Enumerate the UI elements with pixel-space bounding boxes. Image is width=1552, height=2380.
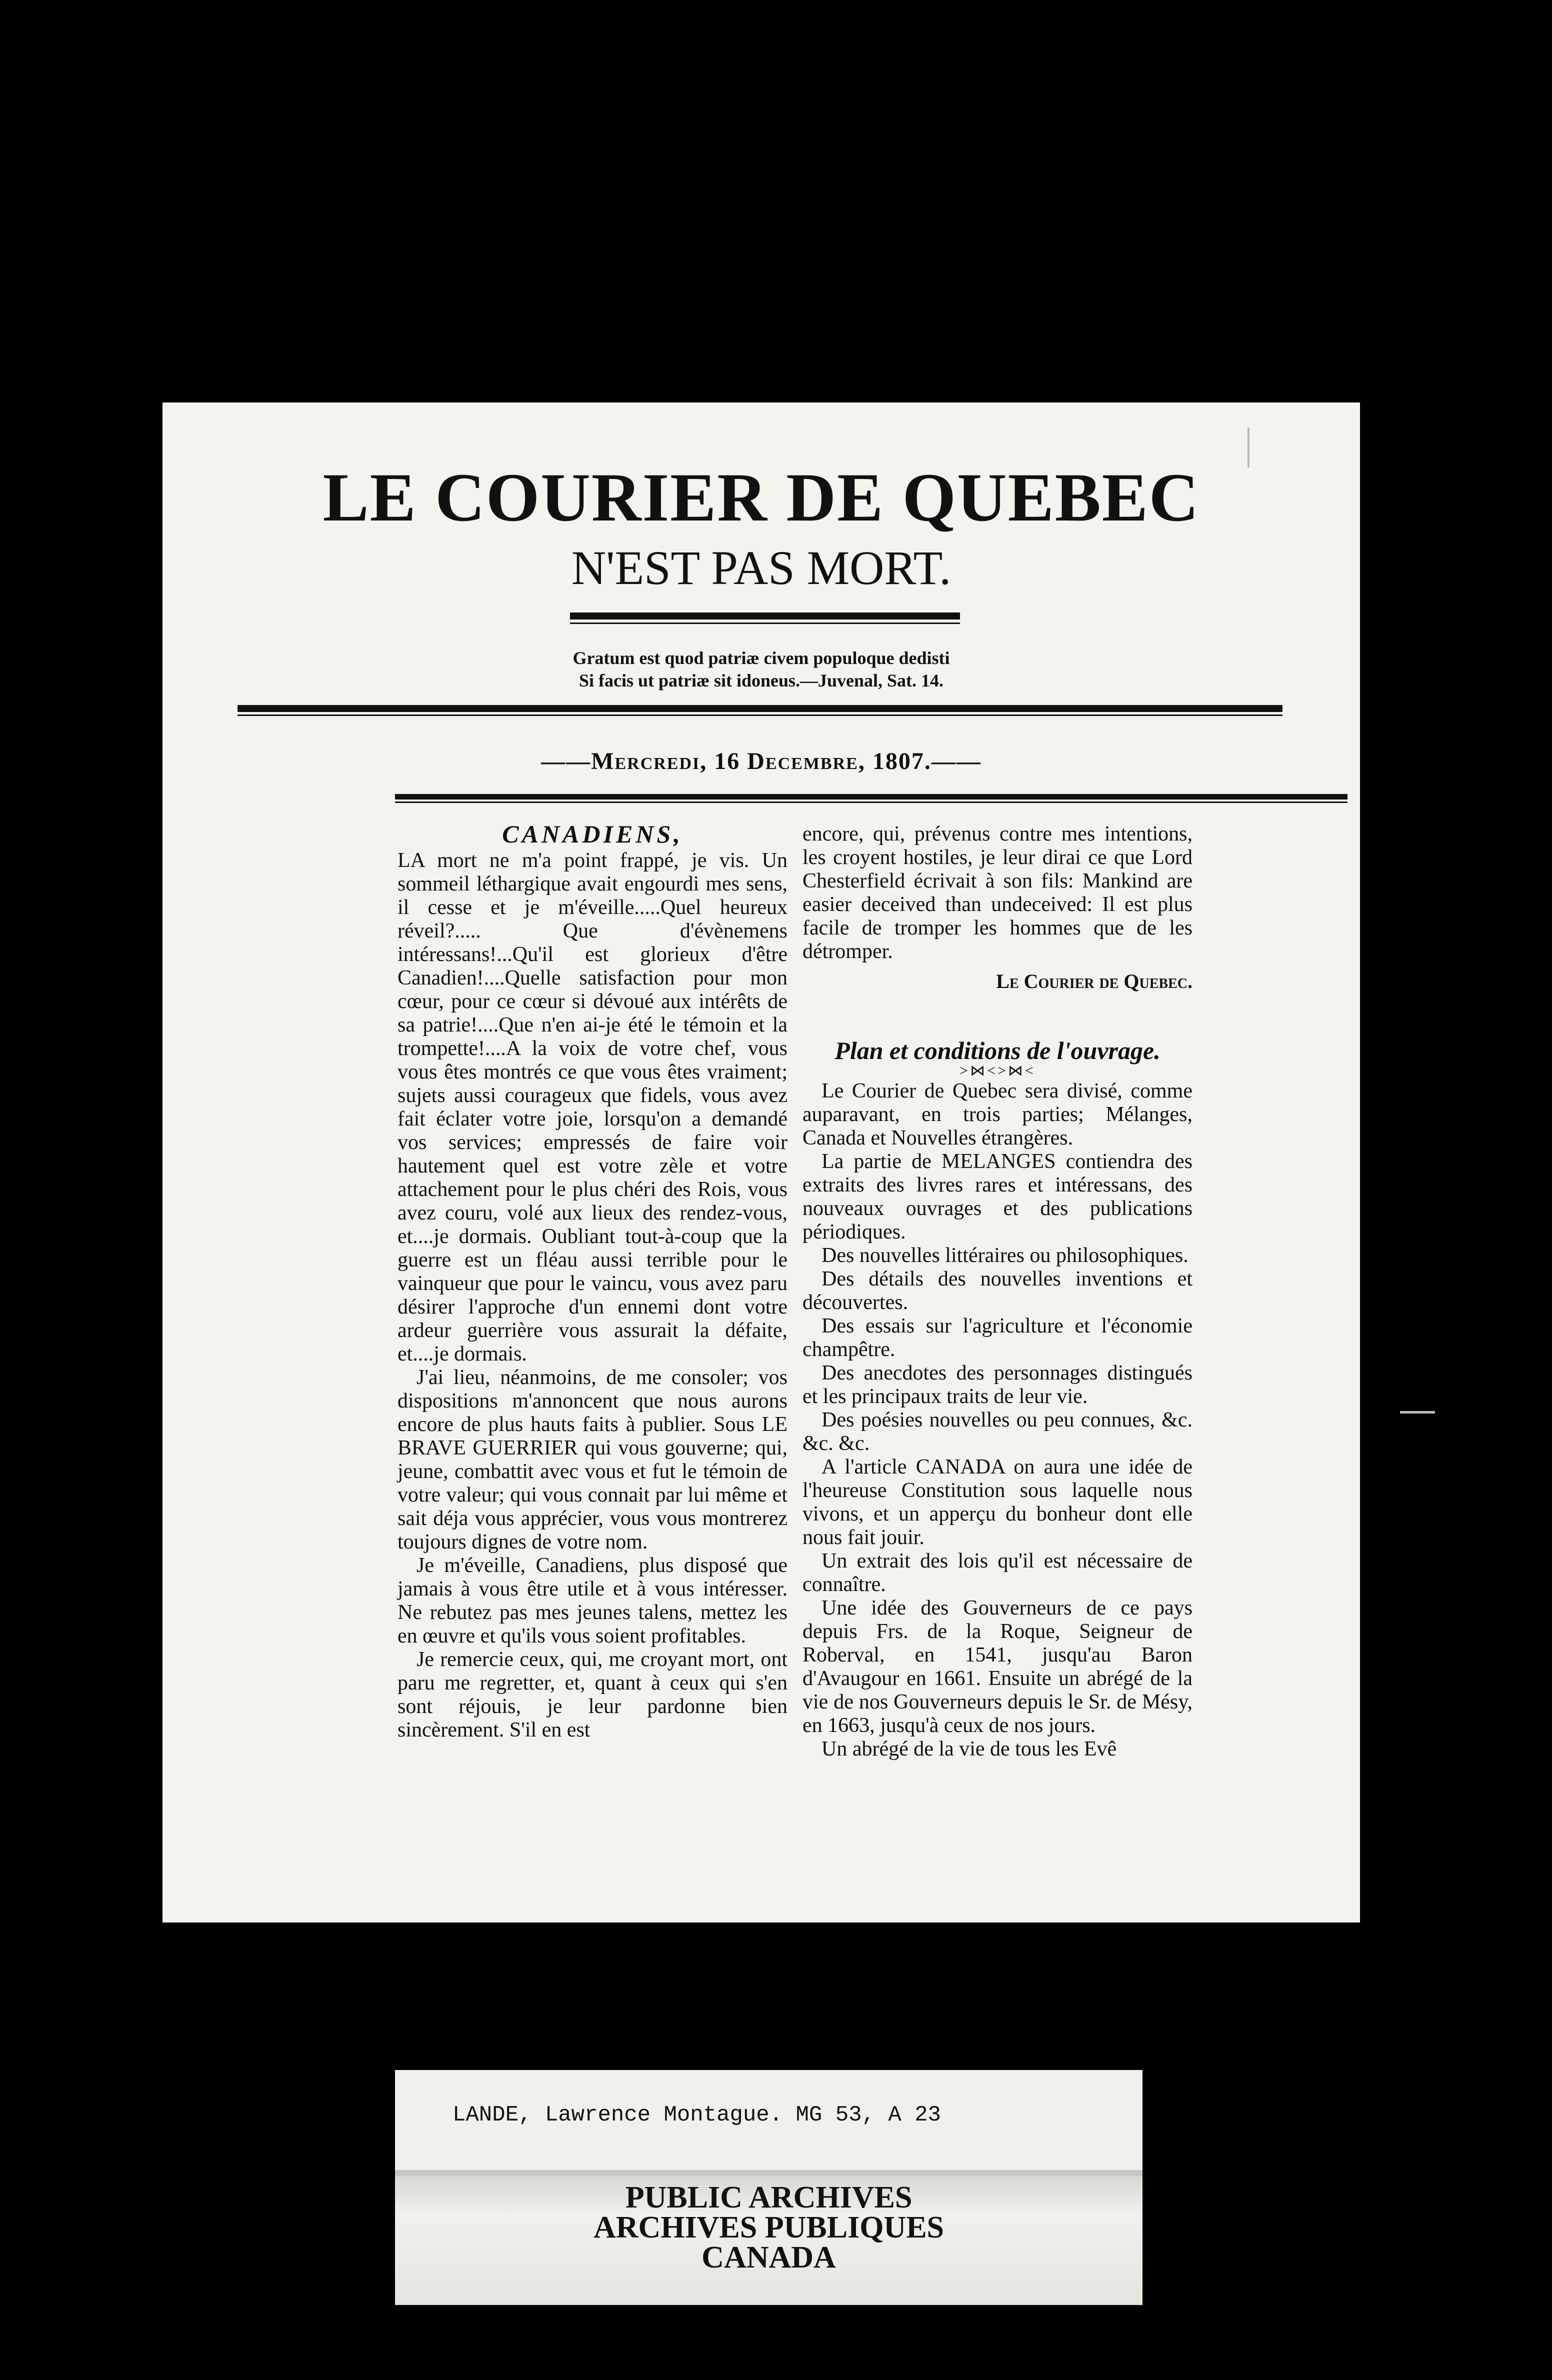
scan-mark-edge <box>1248 428 1250 468</box>
archive-card <box>395 2070 1142 2305</box>
stamp-line-2: ARCHIVES PUBLIQUES <box>593 2210 944 2244</box>
plan-paragraph-6: Des anecdotes des personnages distingués et les principaux traits de leur vie. <box>802 1362 1192 1408</box>
right-continuation: encore, qui, prévenus contre mes intentions, les croyent hostiles, je leur dirai ce que Lord Chesterfield écrivait à son fils: Mankind are easier deceived than undeceived: Il est plus facile de tromper les hommes que de les détromper. <box>802 822 1192 963</box>
left-column <box>398 822 788 1742</box>
masthead-rule-thin <box>570 622 960 624</box>
plan-paragraph-2: La partie de MELANGES contiendra des extraits des livres rares et intéressans, des nouveaux ouvrages et des publications périodiques. <box>802 1150 1192 1244</box>
archives-stamp <box>395 2182 1142 2272</box>
dateline-rule <box>395 794 1348 800</box>
plan-paragraph-10: Une idée des Gouverneurs de ce pays depuis Frs. de la Roque, Seigneur de Roberval, en 1541, jusqu'au Baron d'Avaugour en 1661. Ensuite un abrégé de la vie de nos Gouverneurs depuis le Sr. de Mésy, en 1663, jusqu'à ceux de nos jours. <box>802 1596 1192 1737</box>
dateline: ——Mercredi, 16 Decembre, 1807.—— <box>541 748 982 774</box>
masthead-subtitle: N'EST PAS MORT. <box>571 541 952 594</box>
plan-paragraph-11: Un abrégé de la vie de tous les Evê <box>822 1738 1117 1760</box>
newspaper-page <box>162 402 1360 1922</box>
card-divider <box>395 2170 1142 2176</box>
plan-paragraph-3: Des nouvelles littéraires ou philosophiques. <box>822 1244 1188 1267</box>
plan-paragraph-5: Des essais sur l'agriculture et l'économie champêtre. <box>802 1314 1192 1361</box>
dateline-rule-thin <box>395 802 1348 803</box>
stamp-line-1: PUBLIC ARCHIVES <box>625 2180 912 2214</box>
left-paragraph-3: Je m'éveille, Canadiens, plus disposé que jamais à vous être utile et à vous intéresser. Ne rebutez pas mes jeunes talens, mettez les en œuvre et qu'ils vous soient profitables. <box>398 1554 788 1648</box>
ornament: >⋈<>⋈< <box>960 1062 1036 1079</box>
plan-paragraph-1: Le Courier de Quebec sera divisé, comme auparavant, en trois parties; Mélanges, Canada et Nouvelles étrangères. <box>802 1080 1192 1150</box>
right-column <box>802 822 1192 1761</box>
motto-rule-thin <box>238 714 1282 716</box>
motto-rule <box>238 705 1282 712</box>
left-paragraph-2: J'ai lieu, néanmoins, de me consoler; vos dispositions m'annoncent que nous aurons encore de plus hauts faits à publier. Sous LE BRAVE GUERRIER qui vous gouverne; qui, jeune, combattit avec vous et fut le témoin de votre valeur; qui vous connait par lui même et sait déja vous apprécier, vous vous montrerez toujours dignes de votre nom. <box>398 1366 788 1554</box>
plan-paragraph-9: Un extrait des lois qu'il est nécessaire de connaître. <box>802 1550 1192 1596</box>
motto-line-1: Gratum est quod patriæ civem populoque dedisti <box>572 648 950 668</box>
plan-paragraph-4: Des détails des nouvelles inventions et découvertes. <box>802 1268 1192 1314</box>
masthead-title: LE COURIER DE QUEBEC <box>322 459 1200 536</box>
canadiens-heading: CANADIENS, <box>502 820 683 848</box>
archive-typed-label: LANDE, Lawrence Montague. MG 53, A 23 <box>452 2102 941 2128</box>
left-paragraph-4: Je remercie ceux, qui, me croyant mort, ont paru me regretter, et, quant à ceux qui s'en sont réjouis, je leur pardonne bien sincèrement. S'il en est <box>398 1648 788 1742</box>
plan-paragraph-8: A l'article CANADA on aura une idée de l'heureuse Constitution sous laquelle nous vivons, et un apperçu du bonheur dont elle nous fait jouir. <box>802 1456 1192 1549</box>
plan-paragraph-7: Des poésies nouvelles ou peu connues, &c. &c. &c. <box>802 1408 1192 1455</box>
stamp-line-3: CANADA <box>702 2240 836 2274</box>
left-paragraph-1: LA mort ne m'a point frappé, je vis. Un sommeil léthargique avait engourdi mes sens, il cesse et je m'éveille.....Quel heureux réveil?..... Que d'évènemens intéressans!...Qu'il est glorieux d'être Canadien!....Quelle satisfaction pour mon cœur, pour ce cœur si dévoué aux intérêts de sa patrie!....Que n'en ai-je été le témoin et la trompette!....A la voix de votre chef, vous vous êtes montrés ce que vous êtes vraiment; sujets aussi courageux que fidels, vous avez fait éclater votre joie, lorsqu'on a demandé vos services; empressés de faire voir hautement quel est votre zèle et votre attachement pour le plus chéri des Rois, vous avez couru, volé aux lieux des rendez-vous, et....je dormais. Oubliant tout-à-coup que la guerre est un fléau aussi terrible pour le vainqueur que pour le vaincu, vous avez paru désirer l'approche d'un ennemi dont votre ardeur guerrière vous assurait la défaite, et....je dormais. <box>398 849 788 1366</box>
motto-line-2: Si facis ut patriæ sit idoneus.—Juvenal, Sat. 14. <box>578 670 944 690</box>
masthead-rule <box>570 612 960 620</box>
plan-heading: Plan et conditions de l'ouvrage. <box>834 1036 1160 1064</box>
scan-mark <box>1400 1411 1435 1414</box>
signature: Le Courier de Quebec. <box>996 970 1192 992</box>
